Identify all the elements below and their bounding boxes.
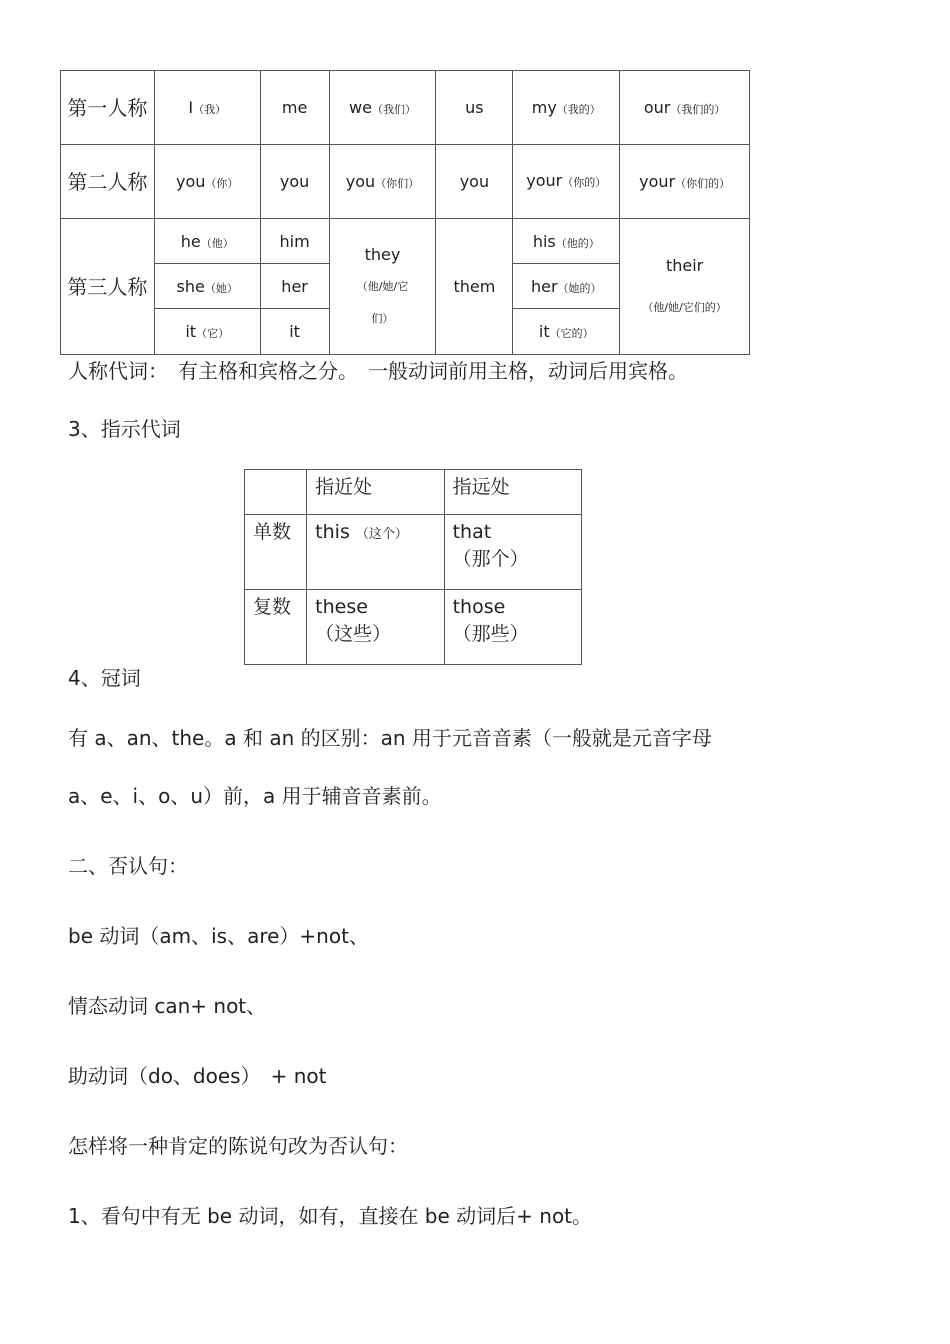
pronoun-word: you	[459, 172, 490, 191]
row-head-first-person: 第一人称	[61, 71, 155, 145]
pronoun-note: （我）	[193, 103, 227, 116]
pronoun-word: your	[526, 170, 563, 190]
pronoun-word: I	[188, 98, 194, 117]
table-cell	[307, 515, 444, 590]
pronoun-note: （她的）	[557, 281, 602, 295]
negative-rule-modal: 情态动词 can+ not、	[68, 994, 267, 1018]
table-cell	[513, 145, 620, 219]
table-row	[61, 219, 750, 264]
pronoun-note: （那些）	[452, 623, 529, 645]
pronoun-note: （你们的）	[675, 177, 731, 190]
personal-pronoun-table	[60, 70, 750, 355]
table-cell	[260, 264, 329, 309]
table-cell	[154, 219, 260, 264]
table-cell	[154, 145, 260, 219]
article-paragraph-line-2: a、e、i、o、u）前，a 用于辅音音素前。	[68, 784, 442, 808]
pronoun-word: his	[532, 231, 556, 251]
pronoun-note: （它的）	[549, 327, 594, 340]
pronoun-word: them	[453, 277, 496, 296]
table-row	[245, 470, 582, 515]
negative-how-to-heading: 怎样将一种肯定的陈说句改为否认句：	[68, 1134, 408, 1158]
pronoun-note: （我们）	[371, 103, 416, 116]
pronoun-note: （他/她/它们）	[356, 279, 409, 325]
table-cell	[444, 590, 581, 665]
table-cell	[513, 219, 620, 264]
pronoun-note: （他）	[200, 236, 234, 250]
table-cell	[260, 309, 329, 355]
pronoun-word: us	[465, 98, 484, 117]
row-label: 单数	[245, 515, 307, 590]
table-cell	[307, 590, 444, 665]
pronoun-word: they	[364, 244, 401, 264]
header-cell: 指远处	[444, 470, 581, 515]
table-cell	[436, 71, 513, 145]
section-heading-negative: 二、否认句：	[68, 854, 188, 878]
pronoun-word: your	[639, 172, 676, 191]
pronoun-note-paragraph: 人称代词： 有主格和宾格之分。 一般动词前用主格，动词后用宾格。	[68, 359, 688, 383]
pronoun-word: you	[176, 172, 206, 191]
table-cell	[154, 264, 260, 309]
pronoun-note: （他的）	[555, 236, 600, 250]
table-cell	[329, 219, 436, 355]
negative-rule-be: be 动词（am、is、are）+not、	[68, 924, 369, 948]
pronoun-word: it	[289, 322, 300, 341]
row-head-second-person: 第二人称	[61, 145, 155, 219]
row-label: 复数	[245, 590, 307, 665]
pronoun-note: （我的）	[556, 103, 601, 116]
pronoun-word: it	[185, 322, 197, 341]
header-cell	[245, 470, 307, 515]
table-cell	[513, 264, 620, 309]
pronoun-word: she	[176, 276, 205, 296]
pronoun-word: we	[349, 98, 372, 117]
pronoun-word: her	[281, 276, 308, 296]
table-cell	[154, 71, 260, 145]
table-row	[245, 515, 582, 590]
negative-step-1: 1、看句中有无 be 动词，如有，直接在 be 动词后+ not。	[68, 1204, 593, 1228]
demonstrative-pronoun-table	[244, 469, 582, 665]
section-heading-articles: 4、冠词	[68, 666, 141, 690]
pronoun-note: （我们的）	[670, 103, 726, 116]
table-cell	[436, 145, 513, 219]
pronoun-word: my	[531, 98, 557, 117]
row-head-third-person: 第三人称	[61, 219, 155, 355]
pronoun-word: that	[452, 521, 492, 543]
pronoun-word: these	[315, 596, 368, 618]
pronoun-word: him	[279, 231, 310, 251]
header-cell: 指近处	[307, 470, 444, 515]
table-cell	[513, 309, 620, 355]
table-cell	[154, 309, 260, 355]
table-cell	[260, 145, 329, 219]
pronoun-word: those	[452, 596, 506, 618]
pronoun-word: it	[538, 322, 550, 341]
pronoun-note: （你）	[205, 177, 239, 190]
table-cell	[444, 515, 581, 590]
pronoun-word: he	[180, 231, 201, 251]
table-row	[61, 145, 750, 219]
table-cell	[620, 145, 750, 219]
table-row	[245, 590, 582, 665]
table-cell	[513, 71, 620, 145]
pronoun-note: （她）	[204, 281, 238, 295]
pronoun-word: me	[281, 98, 308, 117]
pronoun-note: （这些）	[315, 623, 392, 645]
pronoun-note: （它）	[196, 327, 230, 340]
pronoun-word: her	[530, 276, 558, 296]
pronoun-note: （那个）	[452, 548, 529, 570]
table-cell	[329, 71, 436, 145]
pronoun-word: our	[643, 98, 671, 117]
table-cell	[260, 71, 329, 145]
table-cell	[620, 71, 750, 145]
pronoun-note: （这个）	[355, 527, 408, 542]
table-row	[61, 71, 750, 145]
pronoun-note: （你的）	[562, 175, 607, 189]
pronoun-note: （他/她/它们的）	[642, 300, 727, 314]
table-cell	[260, 219, 329, 264]
pronoun-word: you	[279, 172, 310, 191]
table-cell	[620, 219, 750, 355]
table-cell	[329, 145, 436, 219]
section-heading-demonstrative: 3、指示代词	[68, 417, 181, 441]
pronoun-word: their	[665, 255, 704, 275]
article-paragraph-line-1: 有 a、an、the。a 和 an 的区别：an 用于元音音素（一般就是元音字母	[68, 726, 712, 750]
table-cell	[436, 219, 513, 355]
negative-rule-auxiliary: 助动词（do、does） + not	[68, 1064, 327, 1088]
pronoun-note: （你们）	[375, 177, 420, 190]
pronoun-word: this	[315, 521, 350, 543]
pronoun-word: you	[345, 172, 376, 191]
